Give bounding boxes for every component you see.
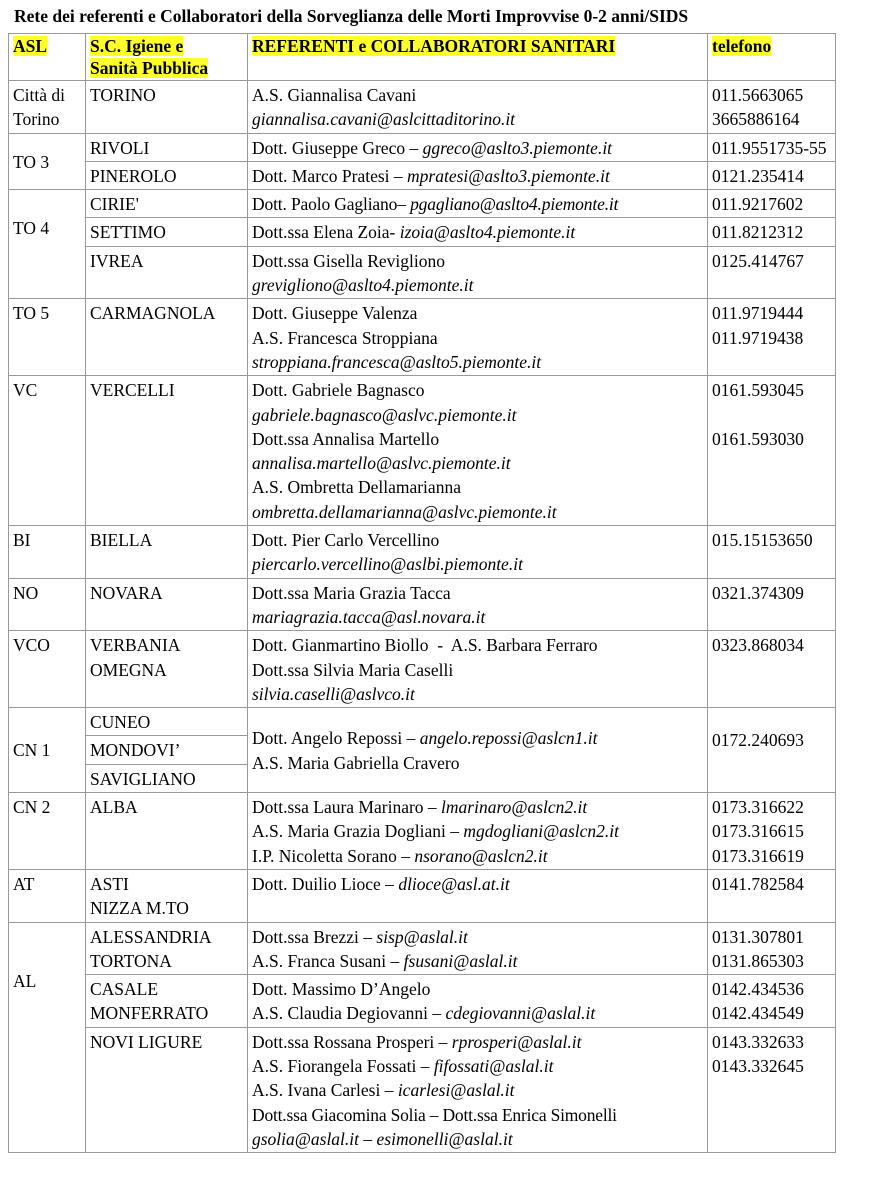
referent-cell: A.S. Giannalisa Cavani giannalisa.cavani@aslcittaditorino.it	[248, 81, 708, 134]
table-row	[8, 631, 836, 708]
page-title: Rete dei referenti e Collaboratori della Sorveglianza delle Morti Improvvise 0-2 anni/SIDS	[14, 6, 689, 26]
phone-cell: 011.9551735-55	[708, 134, 836, 162]
referent-cell: Dott. Massimo D’Angelo A.S. Claudia Degiovanni – cdegiovanni@aslal.it	[248, 975, 708, 1028]
email-link[interactable]: gsolia@aslal.it	[252, 1128, 360, 1149]
asl-cell: AL	[8, 923, 86, 1154]
sc-cell: ASTI NIZZA M.TO	[86, 870, 248, 923]
table-row-group	[8, 190, 836, 299]
asl-cell: TO 4	[8, 190, 86, 299]
referent-cell: Dott. Paolo Gagliano– pgagliano@aslto4.piemonte.it	[248, 190, 708, 218]
table-row	[8, 376, 836, 526]
referent-cell: Dott. Marco Pratesi – mpratesi@aslto3.piemonte.it	[248, 162, 708, 190]
phone-cell: 0172.240693	[708, 708, 836, 793]
phone-cell: 0321.374309	[708, 579, 836, 632]
header-asl: ASL	[8, 33, 86, 81]
email-link[interactable]: giannalisa.cavani@aslcittaditorino.it	[252, 109, 516, 130]
referent-cell: Dott. Duilio Lioce – dlioce@asl.at.it	[248, 870, 708, 923]
email-link[interactable]: mpratesi@aslto3.piemonte.it	[407, 165, 610, 186]
sc-cell: ALBA	[86, 793, 248, 870]
email-link[interactable]: dlioce@asl.at.it	[398, 873, 510, 894]
phone-cell: 0143.332633 0143.332645	[708, 1028, 836, 1153]
email-link[interactable]: annalisa.martello@aslvc.piemonte.it	[252, 453, 511, 474]
sc-cell: VERBANIA OMEGNA	[86, 631, 248, 708]
phone-cell: 015.15153650	[708, 526, 836, 579]
email-link[interactable]: lmarinaro@aslcn2.it	[441, 797, 588, 818]
phone-cell: 011.8212312	[708, 218, 836, 246]
sc-cell: MONDOVI’	[86, 736, 248, 764]
email-link[interactable]: sisp@aslal.it	[376, 926, 468, 947]
email-link[interactable]: icarlesi@aslal.it	[397, 1080, 515, 1101]
asl-cell: CN 1	[8, 708, 86, 793]
sc-cell: NOVI LIGURE	[86, 1028, 248, 1153]
sc-cell: SAVIGLIANO	[86, 765, 248, 793]
email-link[interactable]: mariagrazia.tacca@asl.novara.it	[252, 606, 486, 627]
sc-cell: PINEROLO	[86, 162, 248, 190]
asl-cell: CN 2	[8, 793, 86, 870]
referent-cell: Dott. Pier Carlo Vercellino piercarlo.vercellino@aslbi.piemonte.it	[248, 526, 708, 579]
email-link[interactable]: ombretta.dellamarianna@aslvc.piemonte.it	[252, 501, 557, 522]
phone-cell: 011.9719444 011.9719438	[708, 299, 836, 376]
sc-cell: IVREA	[86, 247, 248, 300]
header-referenti: REFERENTI e COLLABORATORI SANITARI	[248, 33, 708, 81]
referent-cell: Dott.ssa Gisella Revigliono grevigliono@aslto4.piemonte.it	[248, 247, 708, 300]
referent-cell: Dott. Angelo Repossi – angelo.repossi@aslcn1.it A.S. Maria Gabriella Cravero	[248, 708, 708, 793]
email-link[interactable]: grevigliono@aslto4.piemonte.it	[252, 275, 474, 296]
phone-cell: 0142.434536 0142.434549	[708, 975, 836, 1028]
email-link[interactable]: esimonelli@aslal.it	[376, 1128, 513, 1149]
sc-cell: CASALE MONFERRATO	[86, 975, 248, 1028]
asl-cell: Città di Torino	[8, 81, 86, 134]
phone-cell: 0141.782584	[708, 870, 836, 923]
email-link[interactable]: izoia@aslto4.piemonte.it	[399, 222, 576, 243]
sc-cell: CARMAGNOLA	[86, 299, 248, 376]
email-link[interactable]: nsorano@aslcn2.it	[414, 845, 548, 866]
referent-cell: Dott.ssa Elena Zoia- izoia@aslto4.piemonte.it	[248, 218, 708, 246]
email-link[interactable]: rprosperi@aslal.it	[451, 1031, 582, 1052]
email-link[interactable]: pgagliano@aslto4.piemonte.it	[410, 194, 619, 215]
table-header-row	[8, 33, 836, 81]
referent-cell: Dott. Gianmartino Biollo - A.S. Barbara Ferraro Dott.ssa Silvia Maria Caselli silvia.caselli@aslvco.it	[248, 631, 708, 708]
referent-cell: Dott. Giuseppe Valenza A.S. Francesca Stroppiana stroppiana.francesca@aslto5.piemonte.it	[248, 299, 708, 376]
referent-cell: Dott.ssa Laura Marinaro – lmarinaro@aslcn2.it A.S. Maria Grazia Dogliani – mgdogliani@aslcn2.it I.P. Nicoletta Sorano – nsorano@aslcn2.it	[248, 793, 708, 870]
sc-cell: ALESSANDRIA TORTONA	[86, 923, 248, 976]
phone-cell: 0131.307801 0131.865303	[708, 923, 836, 976]
table-row-group	[8, 708, 836, 793]
table-row	[8, 299, 836, 376]
email-link[interactable]: cdegiovanni@aslal.it	[445, 1003, 596, 1024]
phone-cell: 011.9217602	[708, 190, 836, 218]
phone-cell: 011.5663065 3665886164	[708, 81, 836, 134]
phone-cell: 0173.316622 0173.316615 0173.316619	[708, 793, 836, 870]
asl-cell: BI	[8, 526, 86, 579]
email-link[interactable]: silvia.caselli@aslvco.it	[252, 683, 415, 704]
sc-cell: CIRIE'	[86, 190, 248, 218]
asl-cell: VC	[8, 376, 86, 526]
sc-cell: NOVARA	[86, 579, 248, 632]
table-row	[8, 81, 836, 134]
email-link[interactable]: mgdogliani@aslcn2.it	[463, 821, 620, 842]
sc-cell: SETTIMO	[86, 218, 248, 246]
referent-cell: Dott. Giuseppe Greco – ggreco@aslto3.piemonte.it	[248, 134, 708, 162]
sc-cell: RIVOLI	[86, 134, 248, 162]
sc-cell: BIELLA	[86, 526, 248, 579]
table-row	[8, 870, 836, 923]
phone-cell: 0121.235414	[708, 162, 836, 190]
asl-cell: AT	[8, 870, 86, 923]
referent-cell: Dott.ssa Maria Grazia Tacca mariagrazia.tacca@asl.novara.it	[248, 579, 708, 632]
asl-cell: NO	[8, 579, 86, 632]
phone-cell: 0323.868034	[708, 631, 836, 708]
header-telefono: telefono	[708, 33, 836, 81]
table-row-group	[8, 923, 836, 1154]
referent-cell: Dott.ssa Brezzi – sisp@aslal.it A.S. Franca Susani – fsusani@aslal.it	[248, 923, 708, 976]
asl-cell: TO 3	[8, 134, 86, 191]
email-link[interactable]: stroppiana.francesca@aslto5.piemonte.it	[252, 351, 542, 372]
asl-cell: VCO	[8, 631, 86, 708]
phone-cell: 0125.414767	[708, 247, 836, 300]
table-row	[8, 526, 836, 579]
sc-cell: CUNEO	[86, 708, 248, 736]
table-row	[8, 579, 836, 632]
header-sc: S.C. Igiene e Sanità Pubblica	[86, 33, 248, 81]
sc-cell: TORINO	[86, 81, 248, 134]
email-link[interactable]: ggreco@aslto3.piemonte.it	[422, 137, 613, 158]
email-link[interactable]: gabriele.bagnasco@aslvc.piemonte.it	[252, 404, 517, 425]
sc-cell: VERCELLI	[86, 376, 248, 526]
asl-cell: TO 5	[8, 299, 86, 376]
email-link[interactable]: piercarlo.vercellino@aslbi.piemonte.it	[252, 554, 523, 575]
email-link[interactable]: angelo.repossi@aslcn1.it	[419, 728, 598, 749]
table-row-group	[8, 134, 836, 191]
phone-cell: 0161.593045 0161.593030	[708, 376, 836, 526]
referent-cell: Dott. Gabriele Bagnasco gabriele.bagnasco@aslvc.piemonte.it Dott.ssa Annalisa Martello annalisa.martello@aslvc.piemonte.it A.S. Ombretta Dellamarianna ombretta.dellamarianna@aslvc.piemonte.it	[248, 376, 708, 526]
email-link[interactable]: fsusani@aslal.it	[403, 950, 518, 971]
referent-cell: Dott.ssa Rossana Prosperi – rprosperi@aslal.it A.S. Fiorangela Fossati – fifossati@aslal.it A.S. Ivana Carlesi – icarlesi@aslal.it Dott.ssa Giacomina Solia – Dott.ssa Enrica Simonelli gsolia@aslal.it – esimonelli@aslal.it	[248, 1028, 708, 1153]
table-row	[8, 793, 836, 870]
email-link[interactable]: fifossati@aslal.it	[433, 1055, 554, 1076]
referents-table	[8, 33, 836, 1153]
